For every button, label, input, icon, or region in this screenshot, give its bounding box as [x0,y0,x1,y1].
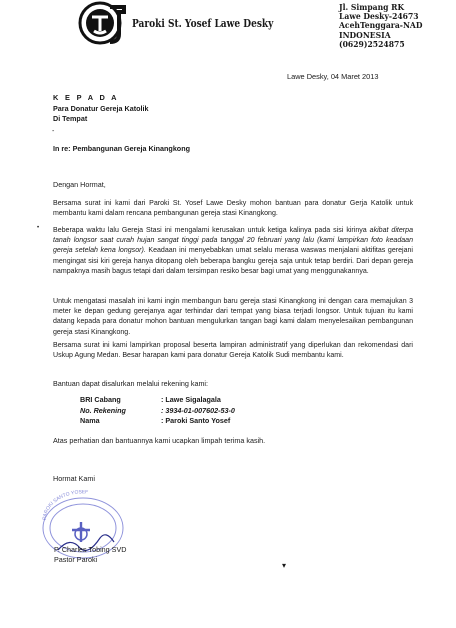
letterhead-address [339,3,430,49]
bank-label: Nama [80,416,100,425]
paragraph-text: Beberapa waktu lalu Gereja Stasi ini mengalami kerusakan untuk ketiga kalinya pada sisi kirinya [53,227,370,234]
recipient-line: Para Donatur Gereja Katolik [53,104,149,113]
regards-text: Hormat Kami [53,474,95,483]
address-line: Lawe Desky-24673 [339,11,419,22]
bank-row [80,406,235,417]
bank-value: : 3934-01-007602-53-0 [161,405,235,415]
letter-date: Lawe Desky, 04 Maret 2013 [287,72,379,81]
closing-text: Atas perhatian dan bantuannya kami ucapkan limpah terima kasih. [53,436,266,445]
signer-title: Pastor Paroki [54,555,98,564]
address-line: INDONESIA [339,29,391,40]
stamp-text: PAROKI SANTO YOSEF [41,490,89,521]
org-name: Paroki St. Yosef Lawe Desky [132,17,274,30]
recipient-line: Di Tempat [53,114,88,123]
paragraph-intro: Bersama surat ini kami dari Paroki St. Yosef Lawe Desky mohon bantuan para donatur Gerja Katolik untuk membantu kami dalam rencana pembangunan gereja stasi Kinangkong. [53,200,413,218]
paragraph-plan: Untuk mengatasi masalah ini kami ingin membangun baru gereja stasi Kinangkong ini dengan cara memajukan 3 meter ke depan gedung gerejanya agar terhindar dari tempat yang biasa terjadi longsor. Untuk tujuan itu kami datang kepada para donatur mohon bantuan mengulurkan tangan bagi kami dalam menyelesaikan pembangunan gereja stasi Kinangkong. [53,298,413,336]
kepada-heading: K E P A D A [53,93,119,102]
dash-mark: - [52,128,55,135]
address-line: AcehTenggara-NAD [339,20,423,31]
address-line: Jl. Simpang RK [339,2,405,12]
bank-details [80,395,235,427]
paragraph-damage [53,226,413,277]
bank-label: BRI Cabang [80,395,121,404]
bank-intro: Bantuan dapat disalurkan melalui rekening kami: [53,379,209,388]
margin-mark: • [37,225,40,231]
signer-name: P. Charles Tobing SVD [54,545,127,554]
letter-subject: In re: Pembangunan Gereja Kinangkong [53,144,190,153]
paragraph-italic-text: akibat diterpa tanah longsor saat curah hujan sangat tinggi pada tanggal 20 februari yang lalu (kami lampirkan foto keadaan gereja setelah kena longsor). [53,227,413,255]
parish-logo-icon [78,1,126,47]
address-line: (0629)2524875 [339,38,405,49]
bank-row [80,416,235,427]
paragraph-text: Keadaan ini menyebabkan umat selalu merasa waswas menjalani aktifitas gerejani mengingat sisi kiri gereja hanya ditopang oleh beberapa bangku gereja saja untuk tetap berdiri. Dari depan gereja nampaknya masih bagus tetapi dari dalam tersimpan resiko besar bagi umat yang menggunakannya. [53,247,413,275]
svg-text:PAROKI SANTO YOSEF [42,490,88,520]
paragraph-attachment: Bersama surat ini kami lampirkan proposal beserta lampiran administratif yang diperlukan dan rekomendasi dari Uskup Agung Medan. Besar harapan kami para donatur Gereja Katolik Sudi membantu kami. [53,342,413,360]
bank-value: : Lawe Sigalagala [161,395,221,404]
bank-label: No. Rekening [80,405,126,415]
bank-value: : Paroki Santo Yosef [161,416,231,425]
greeting: Dengan Hormat, [53,180,106,189]
bank-row [80,395,235,406]
recipient-block [53,104,148,124]
margin-mark: ▾ [282,561,287,570]
